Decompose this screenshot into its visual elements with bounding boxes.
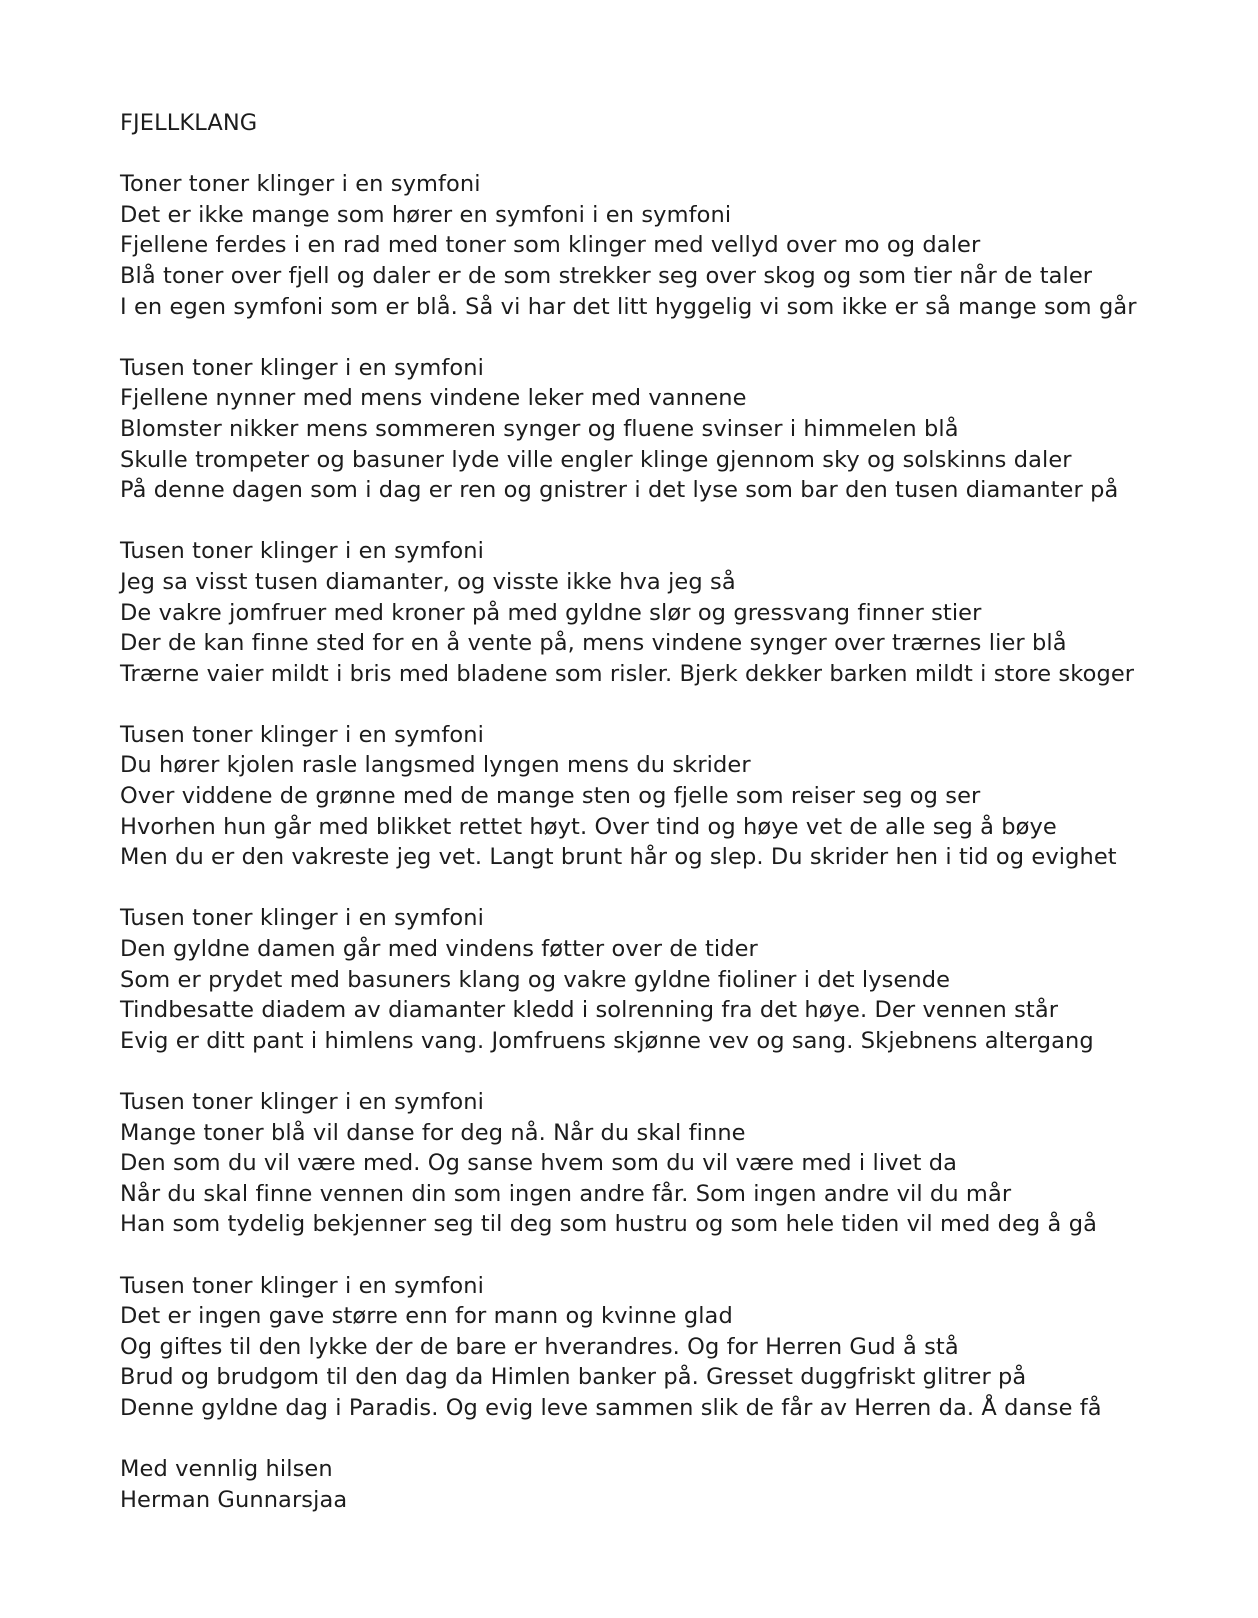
- poem-line: Mange toner blå vil danse for deg nå. Når du skal finne: [120, 1119, 746, 1146]
- poem-line: De vakre jomfruer med kroner på med gyldne slør og gressvang finner stier: [120, 599, 982, 626]
- poem-line: Tusen toner klinger i en symfoni: [120, 721, 484, 748]
- poem-line: Og giftes til den lykke der de bare er hverandres. Og for Herren Gud å stå: [120, 1333, 959, 1360]
- stanza-1: [120, 169, 1220, 322]
- poem-line: Fjellene nynner med mens vindene leker med vannene: [120, 385, 747, 412]
- poem-line: Jeg sa visst tusen diamanter, og visste ikke hva jeg så: [120, 568, 736, 595]
- author-name: Herman Gunnarsjaa: [120, 1486, 348, 1513]
- poem-line: Toner toner klinger i en symfoni: [120, 171, 481, 198]
- poem-line: Når du skal finne vennen din som ingen andre får. Som ingen andre vil du mår: [120, 1180, 1012, 1207]
- signoff: [120, 1454, 1220, 1515]
- poem-line: Trærne vaier mildt i bris med bladene som risler. Bjerk dekker barken mildt i store skoger: [120, 660, 1135, 687]
- stanza-5: [120, 903, 1220, 1056]
- stanza-2: [120, 353, 1220, 506]
- poem-line: Tusen toner klinger i en symfoni: [120, 1272, 484, 1299]
- poem-line: På denne dagen som i dag er ren og gnistrer i det lyse som bar den tusen diamanter på: [120, 477, 1119, 504]
- poem-line: Tusen toner klinger i en symfoni: [120, 538, 484, 565]
- poem-line: Denne gyldne dag i Paradis. Og evig leve sammen slik de får av Herren da. Å danse få: [120, 1394, 1102, 1421]
- poem-line: Tusen toner klinger i en symfoni: [120, 1089, 484, 1115]
- poem-line: Han som tydelig bekjenner seg til deg som hustru og som hele tiden vil med deg å gå: [120, 1211, 1097, 1238]
- poem-line: Som er prydet med basuners klang og vakre gyldne fioliner i det lysende: [120, 966, 951, 993]
- stanza-6: [120, 1087, 1220, 1240]
- poem-document: [120, 108, 1220, 1515]
- stanza-4: [120, 720, 1220, 873]
- poem-line: Men du er den vakreste jeg vet. Langt brunt hår og slep. Du skrider hen i tid og evighet: [120, 844, 1117, 871]
- poem-line: Fjellene ferdes i en rad med toner som klinger med vellyd over mo og daler: [120, 232, 981, 259]
- poem-line: Du hører kjolen rasle langsmed lyngen mens du skrider: [120, 752, 751, 779]
- poem-line: Det er ikke mange som hører en symfoni i en symfoni: [120, 201, 732, 228]
- stanza-3: [120, 536, 1220, 689]
- poem-line: Den gyldne damen går med vindens føtter over de tider: [120, 936, 758, 963]
- poem-title: FJELLKLANG: [120, 110, 258, 136]
- poem-line: Blå toner over fjell og daler er de som strekker seg over skog og som tier når de taler: [120, 262, 1093, 289]
- poem-line: Brud og brudgom til den dag da Himlen banker på. Gresset duggfriskt glitrer på: [120, 1364, 1027, 1391]
- poem-line: Det er ingen gave større enn for mann og kvinne glad: [120, 1303, 733, 1330]
- poem-line: Blomster nikker mens sommeren synger og fluene svinser i himmelen blå: [120, 415, 959, 442]
- poem-line: Den som du vil være med. Og sanse hvem som du vil være med i livet da: [120, 1150, 958, 1177]
- stanza-7: [120, 1271, 1220, 1424]
- poem-line: Evig er ditt pant i himlens vang. Jomfruens skjønne vev og sang. Skjebnens altergang: [120, 1027, 1094, 1054]
- poem-line: Skulle trompeter og basuner lyde ville engler klinge gjennom sky og solskinns daler: [120, 446, 1072, 473]
- poem-line: Der de kan finne sted for en å vente på, mens vindene synger over trærnes lier blå: [120, 630, 1067, 657]
- greeting: Med vennlig hilsen: [120, 1456, 333, 1483]
- poem-line: Tindbesatte diadem av diamanter kledd i solrenning fra det høye. Der vennen står: [120, 997, 1059, 1024]
- poem-line: Over viddene de grønne med de mange sten og fjelle som reiser seg og ser: [120, 783, 981, 810]
- poem-line: Tusen toner klinger i en symfoni: [120, 905, 484, 932]
- poem-line: Hvorhen hun går med blikket rettet høyt. Over tind og høye vet de alle seg å bøye: [120, 813, 1057, 840]
- poem-line: I en egen symfoni som er blå. Så vi har det litt hyggelig vi som ikke er så mange som går: [120, 293, 1137, 320]
- poem-line: Tusen toner klinger i en symfoni: [120, 354, 484, 381]
